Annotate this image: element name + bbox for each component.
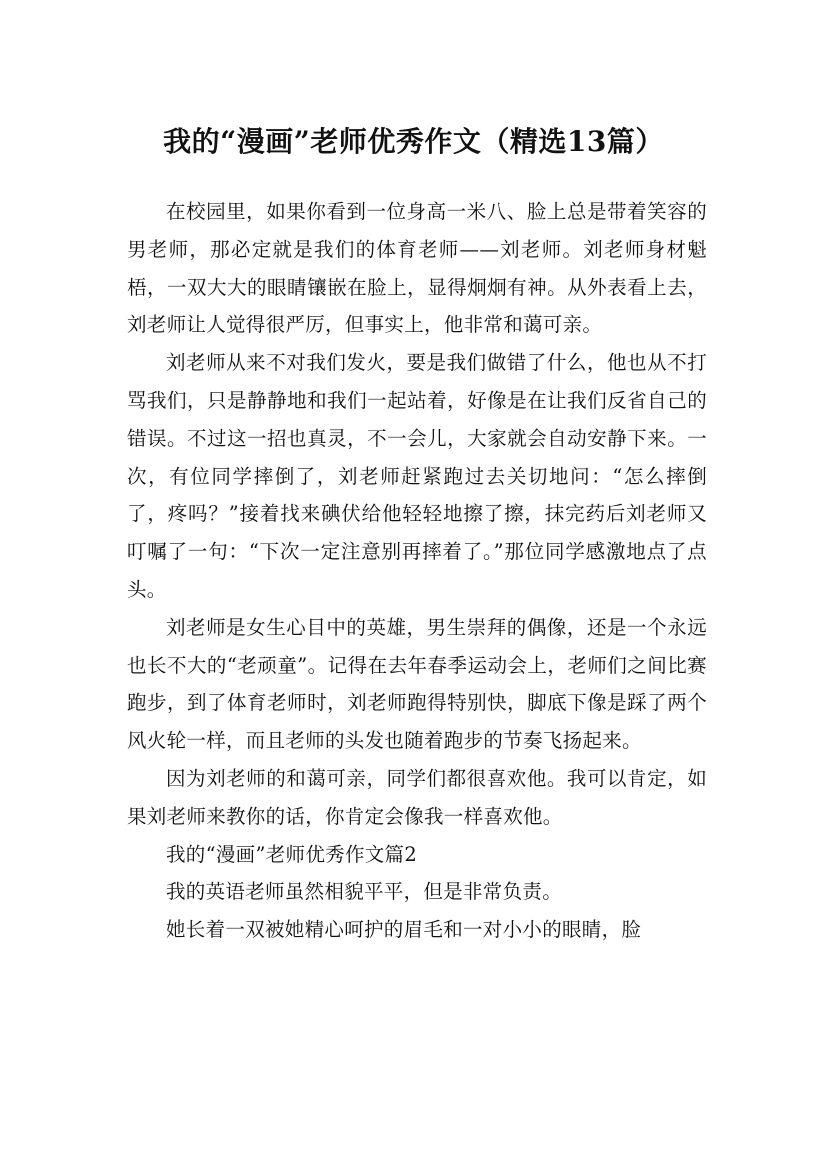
paragraph: 在校园里，如果你看到一位身高一米八、脸上总是带着笑容的男老师，那必定就是我们的体育老师——刘老师。刘老师身材魁梧，一双大大的眼睛镶嵌在脸上，显得炯炯有神。从外表看上去，刘老师让人觉得很严厉，但事实上，他非常和蔼可亲。 [127, 200, 707, 337]
paragraph: 刘老师是女生心目中的英雄，男生崇拜的偶像，还是一个永远也长不大的“老顽童”。记得在去年春季运动会上，老师们之间比赛跑步，到了体育老师时，刘老师跑得特别快，脚底下像是踩了两个风火轮一样，而且老师的头发也随着跑步的节奏飞扬起来。 [127, 615, 707, 753]
paragraph: 因为刘老师的和蔼可亲，同学们都很喜欢他。我可以肯定，如果刘老师来教你的话，你肯定会像我一样喜欢他。 [127, 766, 707, 828]
document-body [127, 193, 707, 949]
paragraph: 刘老师从来不对我们发火，要是我们做错了什么，他也从不打骂我们，只是静静地和我们一起站着，好像是在让我们反省自己的错误。不过这一招也真灵，不一会儿，大家就会自动安静下来。一次，有位同学摔倒了，刘老师赶紧跑过去关切地问：“怎么摔倒了，疼吗？”接着找来碘伏给他轻轻地擦了擦，抹完药后刘老师又叮嘱了一句：“下次一定注意别再摔着了。”那位同学感激地点了点头。 [127, 351, 707, 601]
document-title: 我的“漫画”老师优秀作文（精选13篇） [163, 124, 664, 158]
section-heading: 我的“漫画”老师优秀作文篇2 [166, 842, 418, 866]
paragraph: 她长着一双被她精心呵护的眉毛和一对小小的眼睛，脸 [166, 918, 642, 942]
paragraph: 我的英语老师虽然相貌平平，但是非常负责。 [166, 880, 563, 904]
